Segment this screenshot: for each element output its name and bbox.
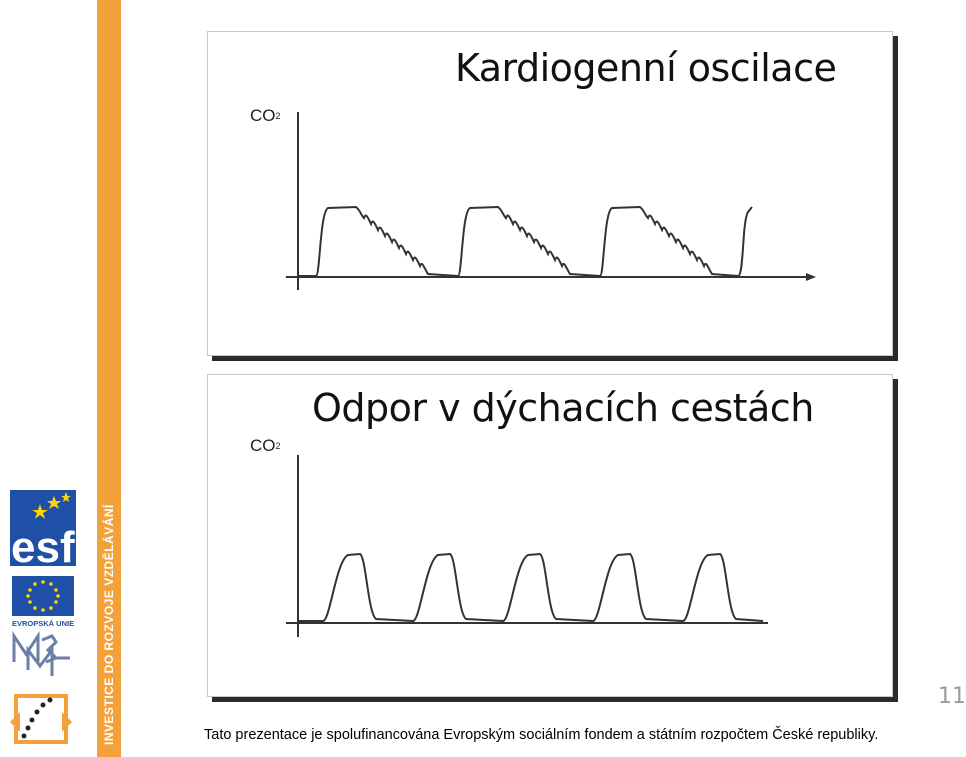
x-axis-arrow: [806, 273, 816, 281]
msmt-logo: [14, 636, 70, 676]
stripe-text: INVESTICE DO ROZVOJE VZDĚLÁVÁNÍ: [102, 504, 116, 745]
co2-axis-label-bottom: $CO_2$: [250, 436, 281, 455]
sidebar-logos: [10, 490, 96, 752]
eu-flag-logo: [12, 576, 74, 628]
op-vk-logo: [10, 696, 72, 742]
title-airway-resistance: Odpor v dýchacích cestách: [312, 386, 814, 430]
page-number: 11: [938, 684, 966, 709]
esf-logo: [10, 490, 76, 572]
eu-label: EVROPSKÁ UNIE: [12, 619, 75, 628]
co2-axis-label-top: $CO_2$: [250, 106, 281, 125]
airway-resistance-trace: [298, 554, 763, 621]
cardiogenic-trace: [298, 207, 752, 276]
footer-text: Tato prezentace je spolufinancována Evropským sociálním fondem a státním rozpočtem České republiky.: [204, 727, 879, 743]
title-cardiogenic: Kardiogenní oscilace: [455, 46, 837, 90]
svg-text:esf: esf: [11, 523, 75, 572]
